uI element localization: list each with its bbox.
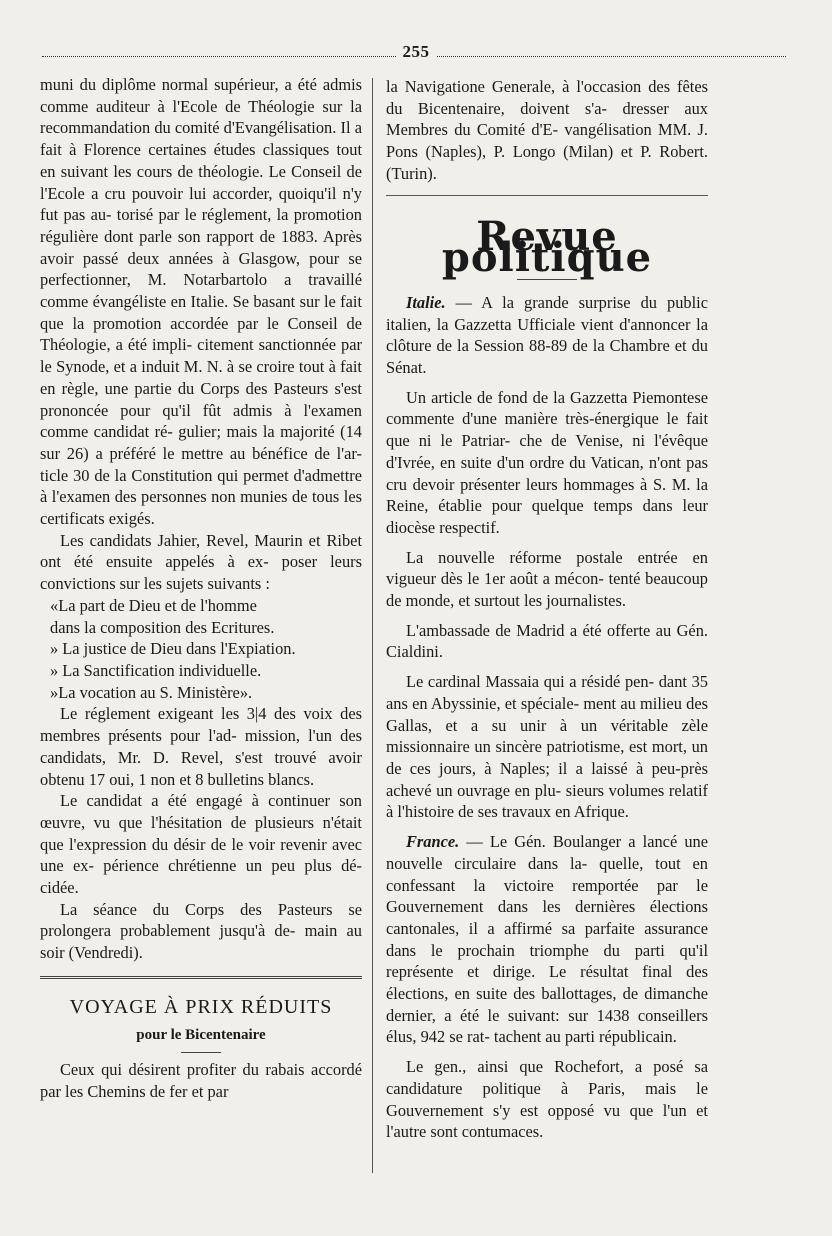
- text-line: suivants :: [207, 574, 270, 594]
- text-line: de dimanche dernier, a été le suivant:: [386, 984, 708, 1025]
- paragraph: [386, 387, 708, 539]
- text-line: temps dans leur diocèse respectif.: [386, 496, 708, 537]
- text-line: unir à un véritable zèle missionnaire: [386, 715, 708, 757]
- text-line: à S. M. la Reine, établie pour quelque: [386, 474, 708, 516]
- text-line: à Florence certaines études classiques: [69, 140, 330, 160]
- text-line: poser leurs convictions sur les sujets: [40, 552, 362, 594]
- text-line: 88-89 de la Chambre et du Sénat.: [386, 336, 708, 378]
- quote-line: » La Sanctification individuelle.: [50, 660, 262, 680]
- text-line: et a induit M. N. à se croire tout à: [113, 357, 336, 377]
- text-line: gulier; mais la majorité (14 sur 26): [40, 422, 362, 463]
- text-line: Les candidats Jahier, Revel, Maurin: [60, 530, 303, 550]
- quote-line: dans la composition des Ecritures.: [50, 617, 275, 637]
- text-line: le Gouvernement s'y est opposé vu: [386, 1078, 708, 1120]
- text-line: au Gén. Cialdini.: [386, 620, 708, 662]
- text-line: des élections, en suite des ballottages,: [386, 962, 708, 1004]
- text-line: Revel, s'est trouvé avoir obtenu 17: [40, 747, 362, 789]
- paragraph: [386, 1056, 708, 1143]
- text-line: admis à l'examen comme candidat ré-: [40, 400, 362, 442]
- text-line: plusieurs n'était que l'expression du: [40, 812, 362, 854]
- text-line: à Glasgow, pour se perfectionner,: [40, 248, 362, 290]
- right-column: [386, 76, 708, 1143]
- column-divider: [372, 78, 373, 1173]
- text-line: cru devoir présenter leurs hommages: [386, 474, 635, 494]
- quote-line: »La vocation au S. Ministère».: [50, 682, 253, 702]
- text-line: tenté beaucoup de monde, et surtout: [386, 569, 708, 611]
- text-line: a été admis comme auditeur à l'Ecole: [40, 75, 363, 116]
- voyage-subtitle: pour le Bicentenaire: [136, 1026, 266, 1043]
- country-label: France.: [406, 832, 460, 852]
- section-divider: [40, 976, 362, 979]
- text-line: vangélisation MM. J. Pons (Naples),: [386, 120, 709, 162]
- page-number: 255: [0, 42, 832, 62]
- text-line: a affirmé sa parfaite assurance dans: [386, 918, 708, 960]
- text-line: Un article de fond de la Gazzetta: [406, 387, 628, 407]
- text-line: peu-près achevé un ouvrage en plu-: [386, 758, 708, 800]
- section-divider: [386, 195, 708, 196]
- text-line: mission, l'un des candidats, Mr. D.: [40, 726, 362, 767]
- text-line: sur 1438 conseillers élus, 942 se rat-: [386, 1005, 708, 1047]
- text-line: 1883. Après avoir passé deux années: [40, 226, 362, 268]
- text-line: La nouvelle réforme postale entrée: [406, 547, 678, 567]
- text-line: les journalistes.: [523, 591, 626, 611]
- paragraph: [40, 1059, 362, 1102]
- text-line: Piemontese commente d'une manière: [386, 387, 708, 429]
- paragraph: [40, 899, 362, 964]
- text-line: torisé par le réglement, la promotion: [116, 205, 362, 225]
- text-line: de Théologie sur la recommandation: [40, 96, 362, 138]
- text-line: P. Longo (Milan) et P. Robert. (Turin).: [386, 142, 708, 183]
- paragraph: [40, 703, 362, 790]
- text-line: sieurs volumes relatif à l'histoire de: [386, 780, 709, 822]
- paragraph: [386, 547, 708, 612]
- text-line: son œuvre, vu que l'hésitation de: [40, 791, 362, 832]
- text-line: quelle, tout en confessant la victoire: [386, 853, 708, 895]
- paragraph: [386, 671, 708, 823]
- text-line: non munies de tous les certificats exigés.: [40, 487, 362, 529]
- text-line: — Le Gén. Boulanger a: [459, 832, 636, 852]
- text-line: che de Venise, ni l'évêque d'Ivrée, en: [386, 431, 708, 472]
- paragraph-france: [386, 831, 708, 1048]
- text-line: fait en règle, une partie du Corps des: [40, 357, 362, 398]
- text-line: dresser aux Membres du Comité d'E-: [386, 98, 708, 140]
- text-line: cidée.: [40, 878, 79, 898]
- text-line: dant 35 ans en Abyssinie, et spéciale-: [386, 672, 708, 713]
- text-line: — A la grande surprise du: [445, 292, 657, 312]
- text-line: des fêtes du Bicentenaire, doivent s'a-: [386, 77, 708, 118]
- text-line: lancé une nouvelle circulaire dans la-: [386, 832, 708, 873]
- text-line: et Ribet ont été ensuite appelés à ex-: [40, 530, 362, 572]
- text-line: La séance du Corps des Pasteurs se: [60, 899, 362, 919]
- text-line: Le réglement exigeant les 3|4 des: [60, 704, 296, 724]
- text-line: ticle 30 de la Constitution qui permet: [40, 465, 289, 485]
- text-line: un sincère patriotisme, est mort, un: [474, 737, 708, 757]
- text-line: muni du diplôme normal supérieur,: [40, 75, 279, 94]
- paragraph: [386, 620, 708, 663]
- text-line: M. Notarbartolo a travaillé comme: [40, 270, 362, 312]
- quote-block: [40, 595, 362, 704]
- text-line: d'admettre à l'examen des personnes: [40, 465, 362, 507]
- quote-line: «La part de Dieu et de l'homme: [50, 595, 257, 615]
- paragraph: [40, 74, 362, 530]
- text-line: ment au milieu des Gallas, et a su: [386, 693, 708, 735]
- text-line: Ceux qui désirent profiter du rabais: [60, 1060, 305, 1080]
- text-line: le prochain triomphe du parti qu'il: [430, 940, 708, 960]
- text-line: les dernières élections cantonales, il: [386, 897, 708, 938]
- text-line: suite d'un ordre du Vatican, n'ont pas: [460, 452, 708, 472]
- text-line: périence chrétienne un peu plus dé-: [103, 856, 362, 876]
- text-line: oui, 1 non et 8 bulletins blancs.: [109, 769, 315, 789]
- text-line: fait que la promotion accordée par: [40, 292, 362, 333]
- text-line: lui accorder, quoiqu'il n'y fut pas au-: [40, 183, 362, 225]
- text-line: ses travaux en Afrique.: [477, 802, 629, 822]
- text-line: de ces jours, à Naples; il a laissé à: [386, 758, 644, 778]
- text-line: d'annoncer la clôture de la Session: [386, 314, 708, 356]
- left-column: [40, 74, 362, 1103]
- text-line: prolongera probablement jusqu'à de-: [40, 921, 296, 941]
- text-line: public italien, la Gazzetta Ufficiale vient: [386, 292, 708, 334]
- text-line: a préféré le mettre au bénéfice de l'ar-: [95, 443, 362, 463]
- text-line: que l'un et l'autre sont contumaces.: [386, 1100, 708, 1142]
- text-line: en vigueur dès le 1er août a mécon-: [386, 547, 708, 589]
- text-line: main au soir (Vendredi).: [40, 921, 362, 963]
- voyage-title: VOYAGE À PRIX RÉDUITS: [69, 995, 333, 1018]
- text-line: le Conseil de Théologie, a été impli-: [40, 313, 362, 355]
- text-line: Le gen., ainsi que Rochefort, a posé: [406, 1057, 684, 1077]
- text-line: citement sanctionnée par le Synode,: [40, 335, 362, 377]
- paragraph: [40, 790, 362, 899]
- text-line: régulière dont parle son rapport de: [40, 226, 276, 246]
- text-line: la Navigatione Generale, à l'occasion: [386, 77, 642, 96]
- quote-line: » La justice de Dieu dans l'Expiation.: [50, 639, 296, 659]
- text-line: sa candidature politique à Paris, mais: [386, 1057, 708, 1098]
- paragraph: [386, 76, 708, 185]
- text-line: L'ambassade de Madrid a été offerte: [406, 620, 651, 640]
- text-line: Le candidat a été engagé à continuer: [60, 791, 330, 811]
- text-line: du comité d'Evangélisation. Il a fait: [40, 118, 362, 160]
- text-line: tachent au parti républicain.: [493, 1027, 677, 1047]
- paragraph: [40, 530, 362, 595]
- text-line: tout en suivant les cours de théologie.: [40, 140, 362, 181]
- text-line: évangéliste en Italie. Se basant sur le: [92, 292, 336, 312]
- text-line: accordé par les Chemins de fer et par: [40, 1060, 362, 1101]
- revue-title: Revue politique: [441, 212, 653, 282]
- text-line: Pasteurs s'est prononcée pour qu'il fût: [40, 378, 362, 420]
- paragraph-italie: [386, 292, 708, 379]
- text-line: désir de le voir revenir avec une ex-: [40, 834, 362, 876]
- country-label: Italie.: [406, 292, 446, 312]
- text-line: représente et dirige. Le résultat final: [386, 962, 673, 982]
- text-line: remportée par le Gouvernement dans: [386, 875, 709, 917]
- text-line: voix des membres présents pour l'ad-: [40, 704, 362, 746]
- text-line: Le cardinal Massaia qui a résidé pen-: [406, 672, 655, 692]
- text-line: très-énergique le fait que ni le Patriar-: [386, 409, 708, 451]
- text-line: Le Conseil de l'Ecole a cru pouvoir: [40, 161, 362, 203]
- short-rule: [181, 1052, 221, 1053]
